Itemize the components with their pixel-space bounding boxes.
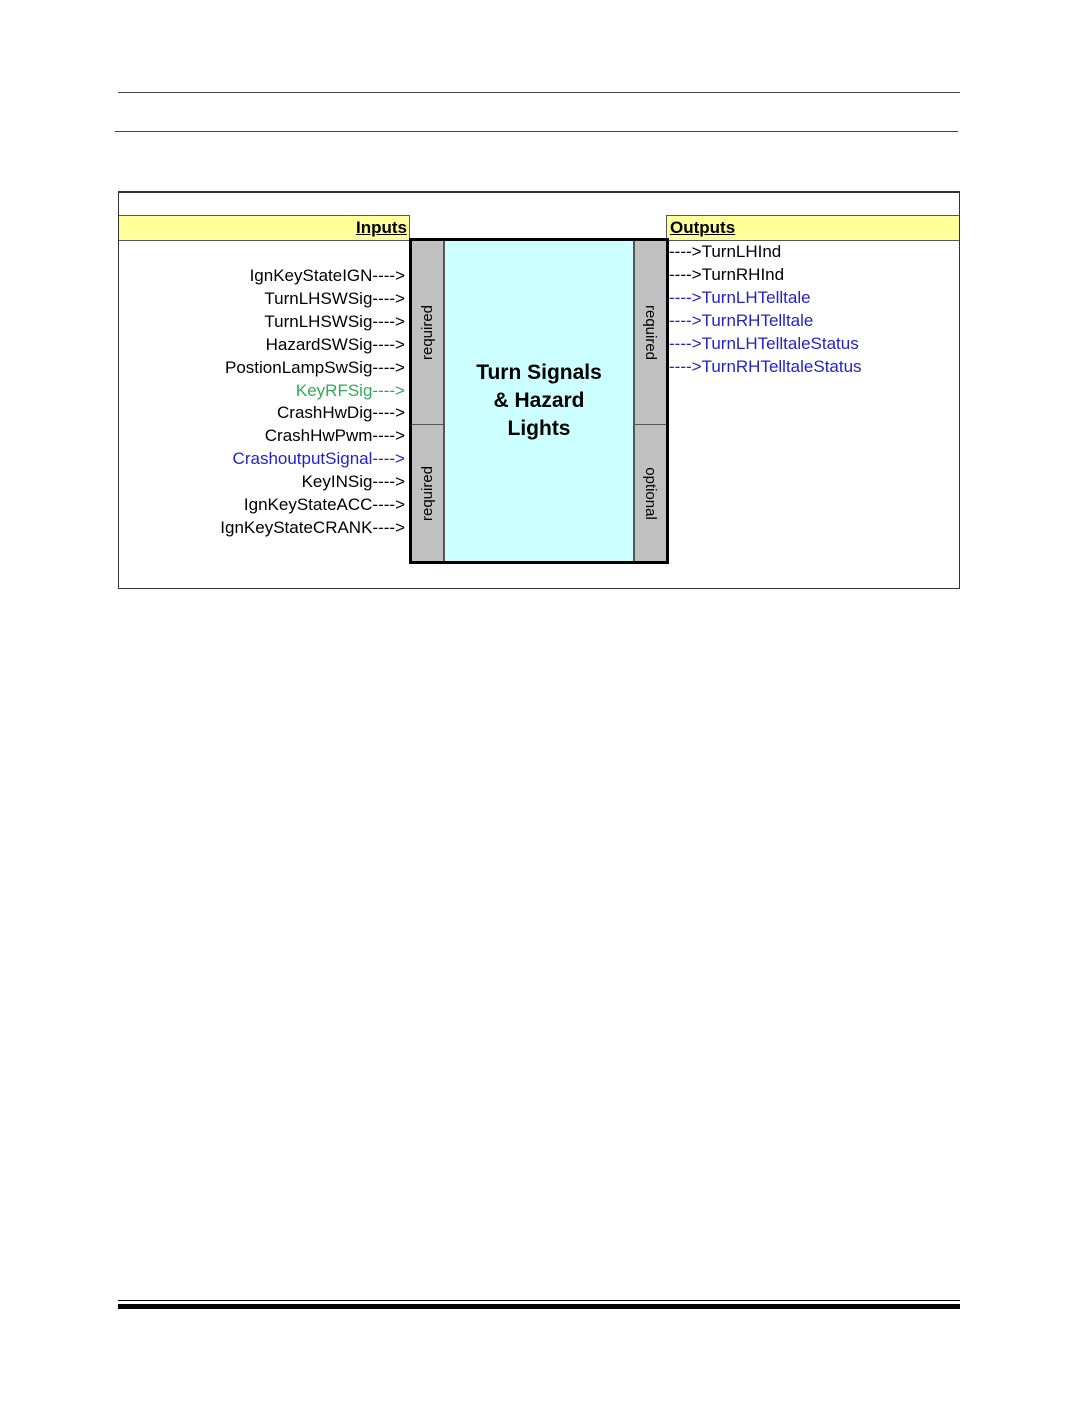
input-signal: IgnKeyStateACC----> (243, 495, 405, 514)
block-title-line: Turn Signals (476, 361, 602, 384)
header-rule-top (118, 92, 960, 93)
input-signal: TurnLHSWSig----> (264, 311, 405, 331)
outputs-header-label: Outputs (670, 218, 736, 237)
right-section-optional (635, 425, 666, 561)
left-section-label: required (419, 465, 437, 521)
input-signal: CrashoutputSignal----> (232, 449, 405, 469)
block-title (445, 359, 633, 443)
input-signal: KeyINSig----> (301, 472, 405, 492)
function-block (409, 238, 669, 564)
output-signal: ---->TurnRHTelltaleStatus (669, 357, 862, 376)
right-section-label: optional (642, 466, 660, 520)
input-signal: KeyRFSig----> (295, 380, 405, 400)
left-port-column (412, 241, 445, 561)
input-signal: TurnLHSWSig----> (264, 288, 405, 308)
left-section-label: required (419, 304, 437, 361)
inputs-header-label: Inputs (356, 218, 407, 237)
left-section-required-1 (412, 241, 443, 425)
output-signal: ---->TurnLHTelltaleStatus (669, 334, 859, 353)
header-rule-bottom (115, 131, 958, 132)
output-signal: ---->TurnRHTelltale (669, 311, 814, 330)
input-signal: CrashHwDig----> (277, 403, 405, 423)
input-signal: IgnKeyStateCRANK----> (220, 517, 405, 537)
block-title-line: Lights (507, 417, 571, 440)
block-title-line: & Hazard (493, 389, 585, 412)
right-section-label: required (642, 304, 660, 361)
right-section-required (635, 241, 666, 425)
output-signal: ---->TurnLHInd (669, 242, 782, 261)
input-signal: IgnKeyStateIGN----> (249, 266, 405, 285)
footer-rule-thin (118, 1300, 960, 1301)
input-signal: HazardSWSig----> (265, 334, 405, 354)
input-signal: CrashHwPwm----> (264, 426, 405, 446)
output-signal: ---->TurnRHInd (669, 265, 785, 284)
output-signal: ---->TurnLHTelltale (669, 288, 811, 307)
right-port-column (633, 241, 666, 561)
inputs-header (119, 215, 410, 241)
input-signal: PostionLampSwSig----> (225, 357, 405, 377)
footer-rule-thick (118, 1304, 960, 1309)
outputs-header (666, 215, 959, 241)
left-section-required-2 (412, 425, 443, 561)
